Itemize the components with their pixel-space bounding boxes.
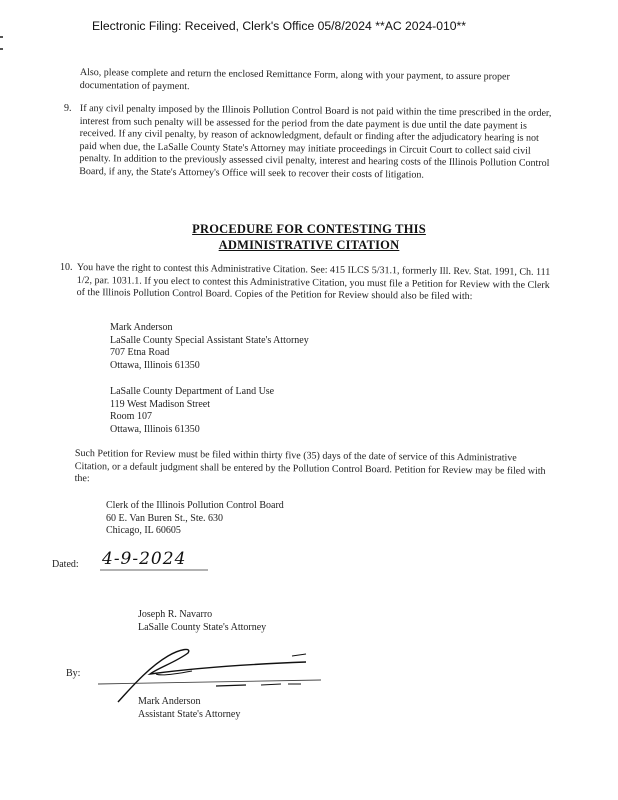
- procedure-title-line-1: PROCEDURE FOR CONTESTING THIS: [192, 222, 426, 236]
- item-9-paragraph: If any civil penalty imposed by the Illinois Pollution Control Board is not paid within the time prescribed in the order, interest from such penalty will be assessed for the period from the date payment is due until the date payment is received. If any civil penalty, by reason of acknowledgment, default or finding after the adjudicatory hearing is not paid when due, the LaSalle County State's Attorney may initiate proceedings in Circuit Court to collect said civil penalty. In addition to the previously assessed civil penalty, interest and hearing costs of the Illinois Pollution Control Board, if any, the State's Attorney's Office will seek to recover their costs of litigation.: [79, 103, 552, 181]
- signer-name: Joseph R. Navarro: [138, 609, 213, 620]
- dated-label: Dated:: [52, 559, 79, 570]
- address-line: 119 West Madison Street: [110, 398, 211, 410]
- signer-title: LaSalle County State's Attorney: [138, 622, 267, 633]
- item-10-number: 10.: [60, 262, 73, 273]
- address-block-mark-anderson: [110, 322, 309, 372]
- address-line: 60 E. Van Buren St., Ste. 630: [106, 512, 224, 524]
- scan-edge-mark: [0, 36, 3, 38]
- address-line: Clerk of the Illinois Pollution Control Board: [106, 500, 284, 511]
- by-label: By:: [66, 668, 81, 679]
- petition-paragraph: Such Petition for Review must be filed within thirty five (35) days of the date of service of this Administrative Citation, or a default judgment shall be entered by the Pollution Control Board. Petition for Review may be filed with the:: [74, 448, 546, 485]
- scan-edge-mark: [0, 48, 3, 50]
- address-line: LaSalle County Department of Land Use: [110, 386, 275, 397]
- item-9-number: 9.: [64, 103, 72, 114]
- procedure-title-line-2: ADMINISTRATIVE CITATION: [218, 238, 400, 252]
- address-block-land-use: [110, 386, 274, 436]
- remittance-paragraph: Also, please complete and return the enclosed Remittance Form, along with your payment, to assure proper documentation of payment.: [79, 67, 510, 92]
- address-line: LaSalle County Special Assistant State's Attorney: [110, 334, 309, 346]
- assistant-name: Mark Anderson: [138, 696, 201, 707]
- address-line: Ottawa, Illinois 61350: [110, 359, 200, 371]
- address-line: Chicago, IL 60605: [106, 525, 181, 537]
- item-10-paragraph: You have the right to contest this Administrative Citation. See: 415 ILCS 5/31.1, formerly Ill. Rev. Stat. 1991, Ch. 111 1/2, par. 1031.1. If you elect to contest this Administrative Citation, you must file a Petition for Review with the Clerk of the Illinois Pollution Control Board. Copies of the Petition for Review should also be filed with:: [76, 262, 551, 303]
- address-line: Mark Anderson: [110, 322, 173, 333]
- address-block-pollution-board: [106, 500, 284, 538]
- date-underline: [100, 567, 210, 573]
- assistant-title: Assistant State's Attorney: [138, 709, 241, 720]
- address-line: Ottawa, Illinois 61350: [110, 423, 200, 435]
- handwritten-date: 4-9-2024: [102, 549, 187, 569]
- address-line: Room 107: [110, 411, 152, 423]
- address-line: 707 Etna Road: [110, 347, 170, 359]
- filing-stamp-header: Electronic Filing: Received, Clerk's Office 05/8/2024 **AC 2024-010**: [92, 19, 467, 33]
- handwritten-signature: [96, 640, 331, 705]
